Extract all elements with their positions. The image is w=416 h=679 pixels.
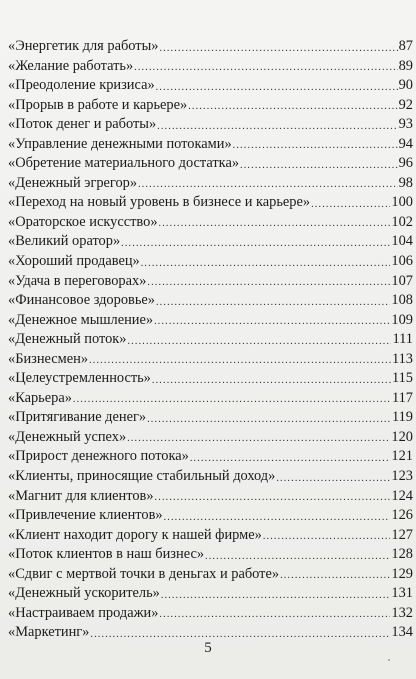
toc-leader-dots xyxy=(205,545,390,565)
toc-entry xyxy=(8,232,413,252)
toc-leader-dots xyxy=(147,408,391,428)
toc-entry-title: «Управление денежными потоками» xyxy=(8,135,232,152)
toc-entry-page: 100 xyxy=(391,194,413,211)
toc-entry xyxy=(8,565,413,585)
toc-leader-dots xyxy=(263,526,391,546)
toc-entry-title: «Целеустремленность» xyxy=(8,370,151,387)
toc-entry-page: 107 xyxy=(391,272,413,289)
toc-entry xyxy=(8,428,413,448)
toc-entry-page: 117 xyxy=(391,389,413,406)
toc-entry-title: «Ораторское искусство» xyxy=(8,213,158,230)
toc-leader-dots xyxy=(164,506,391,526)
toc-entry-title: «Денежный ускоритель» xyxy=(8,585,160,602)
toc-entry-title: «Маркетинг» xyxy=(8,624,90,641)
toc-entry xyxy=(8,252,413,272)
toc-leader-dots xyxy=(159,604,390,624)
toc-entry-title: «Великий оратор» xyxy=(8,233,121,250)
toc-leader-dots xyxy=(147,272,390,292)
toc-entry-page: 89 xyxy=(398,57,413,74)
toc-entry xyxy=(8,447,413,467)
toc-entry xyxy=(8,506,413,526)
toc-leader-dots xyxy=(156,76,398,96)
toc-entry-title: «Поток клиентов в наш бизнес» xyxy=(8,546,205,563)
toc-entry-page: 134 xyxy=(391,624,413,641)
toc-entry-page: 113 xyxy=(391,350,413,367)
toc-entry-page: 109 xyxy=(391,311,413,328)
toc-entry xyxy=(8,291,413,311)
toc-entry xyxy=(8,135,413,155)
toc-entry-title: «Преодоление кризиса» xyxy=(8,77,155,94)
toc-entry-title: «Денежный эгрегор» xyxy=(8,174,138,191)
toc-entry-page: 108 xyxy=(391,292,413,309)
toc-entry xyxy=(8,311,413,331)
toc-entry xyxy=(8,526,413,546)
toc-entry-title: «Хороший продавец» xyxy=(8,253,140,270)
toc-leader-dots xyxy=(134,57,397,77)
toc-entry xyxy=(8,174,413,194)
toc-entry-page: 131 xyxy=(391,585,413,602)
toc-entry-page: 127 xyxy=(391,526,413,543)
toc-leader-dots xyxy=(73,389,391,409)
toc-entry-page: 128 xyxy=(391,546,413,563)
page-number: 5 xyxy=(204,640,212,656)
toc-leader-dots xyxy=(138,174,398,194)
toc-leader-dots xyxy=(156,291,390,311)
toc-leader-dots xyxy=(154,311,390,331)
toc-entry-page: 98 xyxy=(398,174,413,191)
toc-entry-page: 129 xyxy=(391,565,413,582)
toc-leader-dots xyxy=(311,193,390,213)
toc-entry-title: «Магнит для клиентов» xyxy=(8,487,154,504)
toc-leader-dots xyxy=(141,252,391,272)
toc-entry-title: «Денежный успех» xyxy=(8,428,127,445)
toc-leader-dots xyxy=(280,565,390,585)
table-of-contents xyxy=(8,37,413,643)
toc-leader-dots xyxy=(276,467,390,487)
toc-entry-page: 123 xyxy=(391,468,413,485)
toc-entry-page: 115 xyxy=(391,370,413,387)
toc-entry-page: 93 xyxy=(398,116,413,133)
toc-leader-dots xyxy=(127,330,391,350)
paper-speck xyxy=(388,659,390,661)
toc-entry-page: 96 xyxy=(398,155,413,172)
toc-entry-title: «Клиент находит дорогу к нашей фирме» xyxy=(8,526,262,543)
toc-entry-page: 132 xyxy=(391,604,413,621)
toc-leader-dots xyxy=(157,115,397,135)
toc-entry-title: «Переход на новый уровень в бизнесе и карьере» xyxy=(8,194,311,211)
toc-entry-title: «Желание работать» xyxy=(8,57,134,74)
toc-entry xyxy=(8,604,413,624)
toc-entry-page: 119 xyxy=(391,409,413,426)
toc-entry-title: «Денежный поток» xyxy=(8,331,127,348)
toc-entry xyxy=(8,487,413,507)
toc-entry xyxy=(8,76,413,96)
toc-entry-title: «Бизнесмен» xyxy=(8,350,89,367)
toc-entry xyxy=(8,193,413,213)
toc-entry xyxy=(8,330,413,350)
toc-entry-title: «Прорыв в работе и карьере» xyxy=(8,96,188,113)
toc-entry-title: «Сдвиг с мертвой точки в деньгах и работе» xyxy=(8,565,280,582)
toc-entry-title: «Прирост денежного потока» xyxy=(8,448,189,465)
toc-entry-title: «Клиенты, приносящие стабильный доход» xyxy=(8,468,276,485)
toc-entry-title: «Энергетик для работы» xyxy=(8,38,159,54)
toc-entry-title: «Настраиваем продажи» xyxy=(8,604,159,621)
toc-entry-title: «Привлечение клиентов» xyxy=(8,507,163,524)
toc-entry-title: «Финансовое здоровье» xyxy=(8,292,155,309)
toc-leader-dots xyxy=(159,37,397,57)
toc-entry-page: 104 xyxy=(391,233,413,250)
toc-entry-page: 102 xyxy=(391,213,413,230)
toc-entry-title: «Денежное мышление» xyxy=(8,311,154,328)
toc-entry-title: «Притягивание денег» xyxy=(8,409,147,426)
toc-entry xyxy=(8,154,413,174)
toc-entry-page: 92 xyxy=(398,96,413,113)
toc-entry-title: «Обретение материального достатка» xyxy=(8,155,240,172)
toc-entry-page: 90 xyxy=(398,77,413,94)
toc-entry xyxy=(8,272,413,292)
toc-leader-dots xyxy=(155,487,391,507)
toc-entry-page: 94 xyxy=(398,135,413,152)
toc-entry-page: 126 xyxy=(391,507,413,524)
toc-leader-dots xyxy=(152,369,391,389)
toc-entry-page: 120 xyxy=(391,428,413,445)
toc-leader-dots xyxy=(127,428,390,448)
toc-entry xyxy=(8,57,413,77)
toc-entry xyxy=(8,584,413,604)
toc-leader-dots xyxy=(188,96,397,116)
toc-leader-dots xyxy=(190,447,391,467)
toc-leader-dots xyxy=(233,135,398,155)
toc-entry-page: 111 xyxy=(392,331,413,348)
toc-entry xyxy=(8,369,413,389)
toc-entry-title: «Карьера» xyxy=(8,389,72,406)
toc-leader-dots xyxy=(240,154,398,174)
toc-leader-dots xyxy=(89,350,391,370)
toc-entry-page: 87 xyxy=(398,38,413,54)
toc-entry xyxy=(8,37,413,57)
toc-entry-page: 106 xyxy=(391,253,413,270)
toc-entry xyxy=(8,213,413,233)
toc-entry xyxy=(8,96,413,116)
toc-leader-dots xyxy=(161,584,391,604)
toc-entry xyxy=(8,115,413,135)
toc-entry-page: 121 xyxy=(391,448,413,465)
toc-entry-title: «Удача в переговорах» xyxy=(8,272,147,289)
toc-leader-dots xyxy=(159,213,391,233)
toc-entry xyxy=(8,408,413,428)
toc-entry-page: 124 xyxy=(391,487,413,504)
toc-entry-title: «Поток денег и работы» xyxy=(8,116,157,133)
toc-entry xyxy=(8,389,413,409)
toc-leader-dots xyxy=(121,232,390,252)
toc-entry xyxy=(8,545,413,565)
toc-entry xyxy=(8,467,413,487)
toc-entry xyxy=(8,350,413,370)
